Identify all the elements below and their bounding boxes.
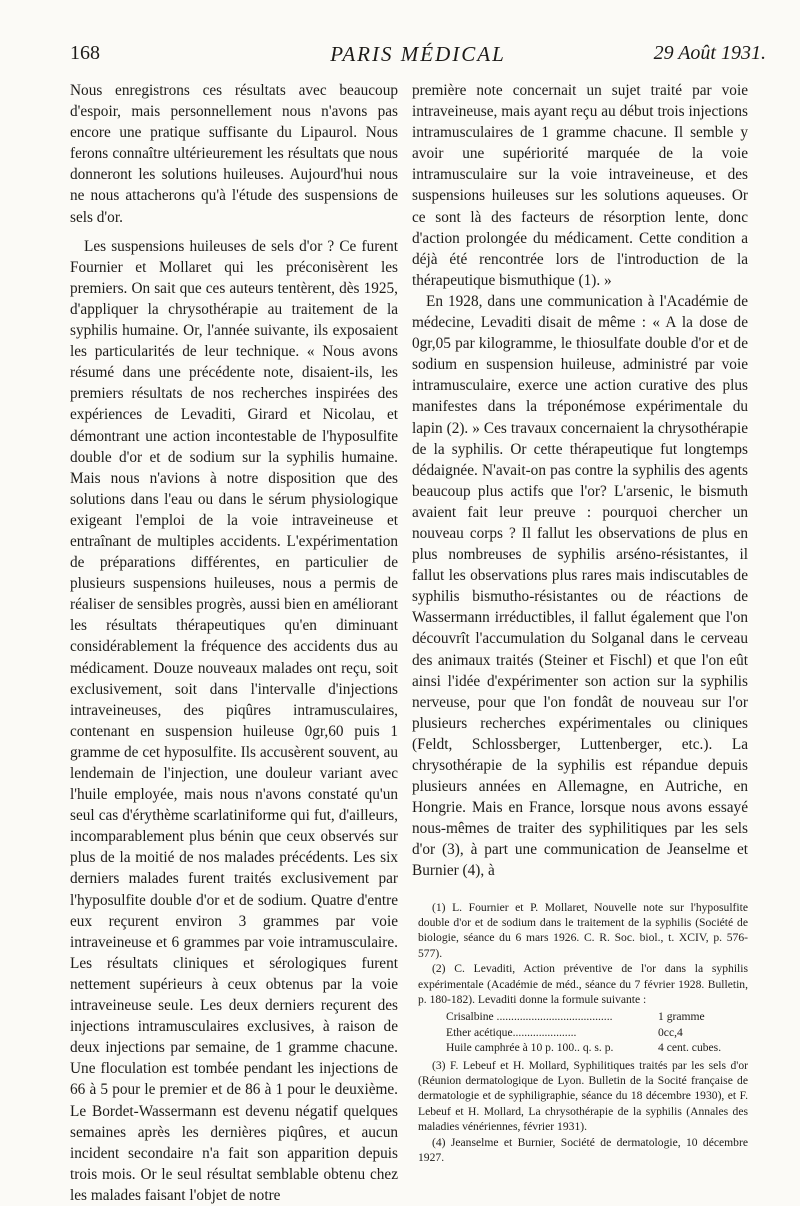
formula-ingredient: Crisalbine ........................................ bbox=[446, 1010, 613, 1024]
formula-row bbox=[446, 1040, 748, 1055]
right-column bbox=[412, 80, 748, 1165]
page-number: 168 bbox=[70, 42, 100, 64]
footnote-4: (4) Jeanselme et Burnier, Société de dermatologie, 10 décembre 1927. bbox=[418, 1135, 748, 1165]
formula-row bbox=[446, 1025, 748, 1040]
formula-quantity: 0cc,4 bbox=[658, 1025, 683, 1039]
footnote-1: (1) L. Fournier et P. Mollaret, Nouvelle note sur l'hyposulfite double d'or et de sodium dans le traitement de la syphilis (Société de biologie, séance du 6 mars 1926. C. R. Soc. biol., t. XCIV, p. 576-577). bbox=[418, 900, 748, 960]
footnote-3: (3) F. Lebeuf et H. Mollard, Syphilitiques traités par les sels d'or (Réunion dermatologique de Lyon. Bulletin de la Socité française de dermatologie et de syphiligraphie, séance du 18 décembre 1930), et F. Lebeuf et H. Mollard, La chrysothérapie de la syphilis (Annales des maladies vénériennes, février 1931). bbox=[418, 1058, 748, 1134]
formula-row bbox=[446, 1009, 748, 1024]
paragraph: En 1928, dans une communication à l'Académie de médecine, Levaditi disait de même : « A la dose de 0gr,05 par kilogramme, le thiosulfate double d'or et de sodium en suspension huileuse, administré par voie intramusculaire, exerce une action curative des plus manifestes dans la tréponémose expérimentale du lapin (2). » Ces travaux concernaient la chrysothérapie de la syphilis. Or cette thérapeutique fut longtemps dédaignée. N'avait-on pas contre la syphilis des agents beaucoup plus actifs que l'or? L'arsenic, le bismuth avaient fait leur preuve : pourquoi chercher un nouveau corps ? Il fallut les observations de plus en plus nombreuses de syphilis arséno-résistantes, il fallut les observations plus rares mais indiscutables de syphilis bismutho-résistantes ou de réactions de Wassermann irréductibles, il fallut également que l'on découvrît l'accumulation du Solganal dans le cerveau des animaux traités (Steiner et Fischl) et que l'on eût ainsi l'idée d'expérimenter son action sur la syphilis nerveuse, pour que l'on fondât de nouveau sur l'or plusieurs recherches expérimentales ou cliniques (Feldt, Schlossberger, Luttenberger, etc.). La chrysothérapie de la syphilis est répandue depuis plusieurs années en Allemagne, en Autriche, en Hongrie. Mais en France, lorsque nous avons essayé nous-mêmes de traiter des syphilitiques par les sels d'or (3), à part une communication de Jeanselme et Burnier (4), à bbox=[412, 292, 748, 880]
paragraph: Nous enregistrons ces résultats avec beaucoup d'espoir, mais personnellement nous n'avons pas encore une pratique suffisante du Lipaurol. Nous ferons connaître ultérieurement les résultats que nous donneront les solutions huileuses. Aujourd'hui nous ne nous attacherons qu'à l'étude des suspensions de sels d'or. bbox=[70, 82, 398, 226]
journal-title: PARIS MÉDICAL bbox=[330, 42, 506, 66]
formula-quantity: 4 cent. cubes. bbox=[658, 1041, 722, 1055]
footnote-2: (2) C. Levaditi, Action préventive de l'or dans la syphilis expérimentale (Académie de méd., séance du 7 février 1928. Bulletin, p. 180-182). Levaditi donne la formule suivante : bbox=[418, 962, 748, 1006]
paragraph: Les suspensions huileuses de sels d'or ? Ce furent Fournier et Mollaret qui les préconisèrent les premiers. On sait que ces auteurs tentèrent, dès 1925, d'appliquer la chrysothérapie au traitement de la syphilis humaine. Or, l'année suivante, ils exposaient les particularités de leur technique. « Nous avons résumé dans une précédente note, disaient-ils, les premiers résultats de nos recherches inspirées des expériences de Levaditi, Girard et Nicolau, et démontrant une action incontestable de l'hyposulfite double d'or et de sodium sur la syphilis humaine. Mais nous n'avions à notre disposition que des solutions dans l'eau ou dans le sérum physiologique exigeant l'emploi de la voie intraveineuse et entraînant de multiples accidents. L'expérimentation de préparations différentes, en particulier de plusieurs suspensions huileuses, nous a permis de réaliser de sensibles progrès, aussi bien en améliorant les résultats thérapeutiques qu'en diminuant considérablement la fréquence des accidents dus au médicament. Douze nouveaux malades ont reçu, soit exclusivement, soit dans l'intervalle d'injections intraveineuses, des piqûres intramusculaires, contenant en suspension huileuse 0gr,60 puis 1 gramme de cet hyposulfite. Ils accusèrent souvent, au lendemain de l'injection, une douleur variant avec l'huile employée, mais nous n'avons constaté qu'un seul cas d'érythème scarlatiniforme qui fut, d'ailleurs, incomparablement plus bénin que ceux observés sur plus de la moitié de nos malades précédents. Les six derniers malades furent traités exclusivement par l'hyposulfite double d'or et de sodium. Quatre d'entre eux reçurent environ 3 grammes par voie intraveineuse et 6 grammes par voie intramusculaire. Les résultats cliniques et sérologiques furent nettement supérieurs à ceux obtenus par la voie intraveineuse seule. Les deux derniers reçurent des injections intramusculaires exclusives, à raison de deux injections par semaine, de 1 gramme chacune. Une floculation est tombée pendant les injections de 66 à 5 pour le premier et de 86 à 1 pour le deuxième. Le Bordet-Wassermann est devenu négatif quelques semaines après les dernières piqûres, et aucun incident secondaire n'a fait son apparition depuis trois mois. Or le seul résultat semblable obtenu chez les malades faisant l'objet de notre bbox=[70, 237, 398, 1204]
formula-ingredient: Ether acétique...................... bbox=[446, 1025, 577, 1039]
formula-ingredient: Huile camphrée à 10 p. 100.. q. s. p. bbox=[446, 1041, 614, 1055]
formula-quantity: 1 gramme bbox=[658, 1010, 705, 1024]
issue-date: 29 Août 1931. bbox=[653, 42, 766, 64]
left-column bbox=[70, 80, 398, 1206]
footnotes bbox=[412, 900, 748, 1166]
formula-list bbox=[446, 1009, 748, 1055]
page-header bbox=[70, 42, 766, 72]
paragraph: première note concernait un sujet traité par voie intraveineuse, mais ayant reçu au début trois injections intramusculaires de 1 gramme chacune. Il semble y avoir une supériorité marquée de la voie intramusculaire sur la voie intraveineuse, et des suspensions huileuses sur les solutions aqueuses. Or ce sont là des facteurs de résorption lente, donc d'action prolongée du médicament. Cette condition a déjà été rencontrée lors de l'introduction de la thérapeutique bismuthique (1). » bbox=[412, 82, 748, 289]
